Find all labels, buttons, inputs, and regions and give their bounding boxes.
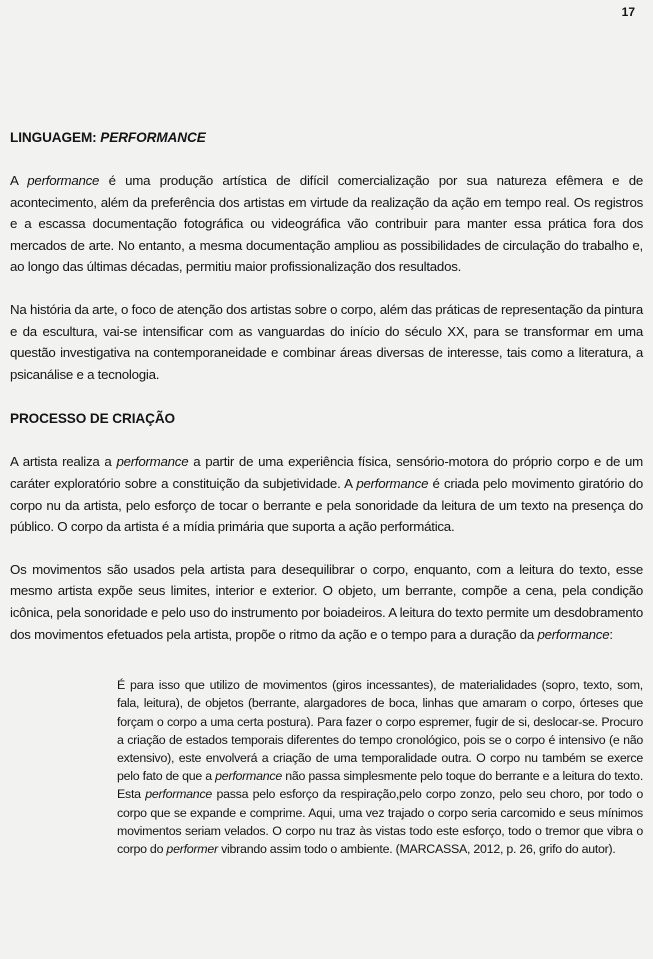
text-run: não passa simplesmente pelo toque do berrante e a leitura do texto. Esta xyxy=(117,769,644,802)
text-run: Na história da arte, o foco de atenção dos artistas sobre o corpo, além das práticas de representação da pintura e da escultura, vai-se intensificar com as vanguardas do início do século XX, para se transformar em uma questão investigativa na contemporaneidade e combinar áreas diversas de interesse, tais como a literatura, a psicanálise e a tecnologia. xyxy=(10,301,643,382)
text-run: passa pelo esforço da respiração,pelo corpo zonzo, pelo seu choro, por todo o corpo que se expande e comprime. Aqui, uma vez trajado o corpo seria carcomido e seus mínimos movimentos seriam velados. O corpo nu traz às vistas todo este esforço, todo o tremor que vibra o corpo do xyxy=(117,787,643,856)
paragraph xyxy=(10,451,643,537)
text-run: Os movimentos são usados pela artista para desequilibrar o corpo, enquanto, com a leitura do texto, esse mesmo artista expõe seus limites, interior e exterior. O objeto, um berrante, compõe a cena, pela condição icônica, pela sonoridade e pelo uso do instrumento por boiadeiros. A leitura do texto permite um desdobramento dos movimentos efetuados pela artista, propõe o ritmo da ação e o tempo para a duração da xyxy=(10,561,643,642)
text-run: A artista realiza a xyxy=(10,454,117,470)
document-body xyxy=(10,129,643,858)
italic-term: performance xyxy=(356,475,429,491)
italic-term: performance xyxy=(215,769,282,784)
text-run: a partir de uma experiência física, sensório-motora do próprio corpo e de um caráter exploratório sobre a constituição da subjetividade. A xyxy=(10,454,644,491)
italic-term: performance xyxy=(145,787,213,802)
page-number: 17 xyxy=(621,5,635,19)
text-run: é criada pelo movimento giratório do corpo nu da artista, pelo esforço de tocar o berrante e pela sonoridade da leitura de um texto na presença do público. O corpo da artista é a mídia primária que suporta a ação performática. xyxy=(10,475,644,535)
heading-prefix: LINGUAGEM: xyxy=(10,130,101,145)
paragraph xyxy=(10,559,643,645)
paragraph xyxy=(10,170,643,278)
section-heading-linguagem xyxy=(10,129,643,147)
paragraph xyxy=(10,299,643,385)
heading-italic: PERFORMANCE xyxy=(100,130,206,145)
text-run: vibrando assim todo o ambiente. (MARCASSA, 2012, p. 26, grifo do autor). xyxy=(217,841,616,856)
text-run: É para isso que utilizo de movimentos (giros incessantes), de materialidades (sopro, texto, som, fala, leitura), de objetos (berrante, alargadores de boca, linhas que amaram o corpo, órteses que forçam o corpo a uma certa postura). Para fazer o corpo espremer, fugir de si, deslocar-se. Procuro a criação de estados temporais diferentes do tempo cronológico, pois se o corpo é intensivo (e não extensivo), este envolverá a criação de uma temporalidade outra. O corpo nu também se exerce pelo fato de que a xyxy=(117,678,643,784)
italic-term: performance xyxy=(116,454,189,470)
text-run: A xyxy=(10,173,28,188)
block-quote xyxy=(117,676,643,858)
italic-term: performance xyxy=(27,173,100,188)
italic-term: performer xyxy=(166,841,218,856)
section-heading-processo: PROCESSO DE CRIAÇÃO xyxy=(10,411,176,427)
text-run: : xyxy=(609,626,613,642)
italic-term: performance xyxy=(537,626,610,642)
text-run: é uma produção artística de difícil comercialização por sua natureza efêmera e de acontecimento, além da preferência dos artistas em virtude da realização da ação em tempo real. Os registros e a escassa documentação fotográfica ou videográfica vão contribuir para manter essa prática fora dos mercados de arte. No entanto, a mesma documentação ampliou as possibilidades de circulação do trabalho e, ao longo das últimas décadas, permitiu maior profissionalização dos resultados. xyxy=(10,173,643,275)
